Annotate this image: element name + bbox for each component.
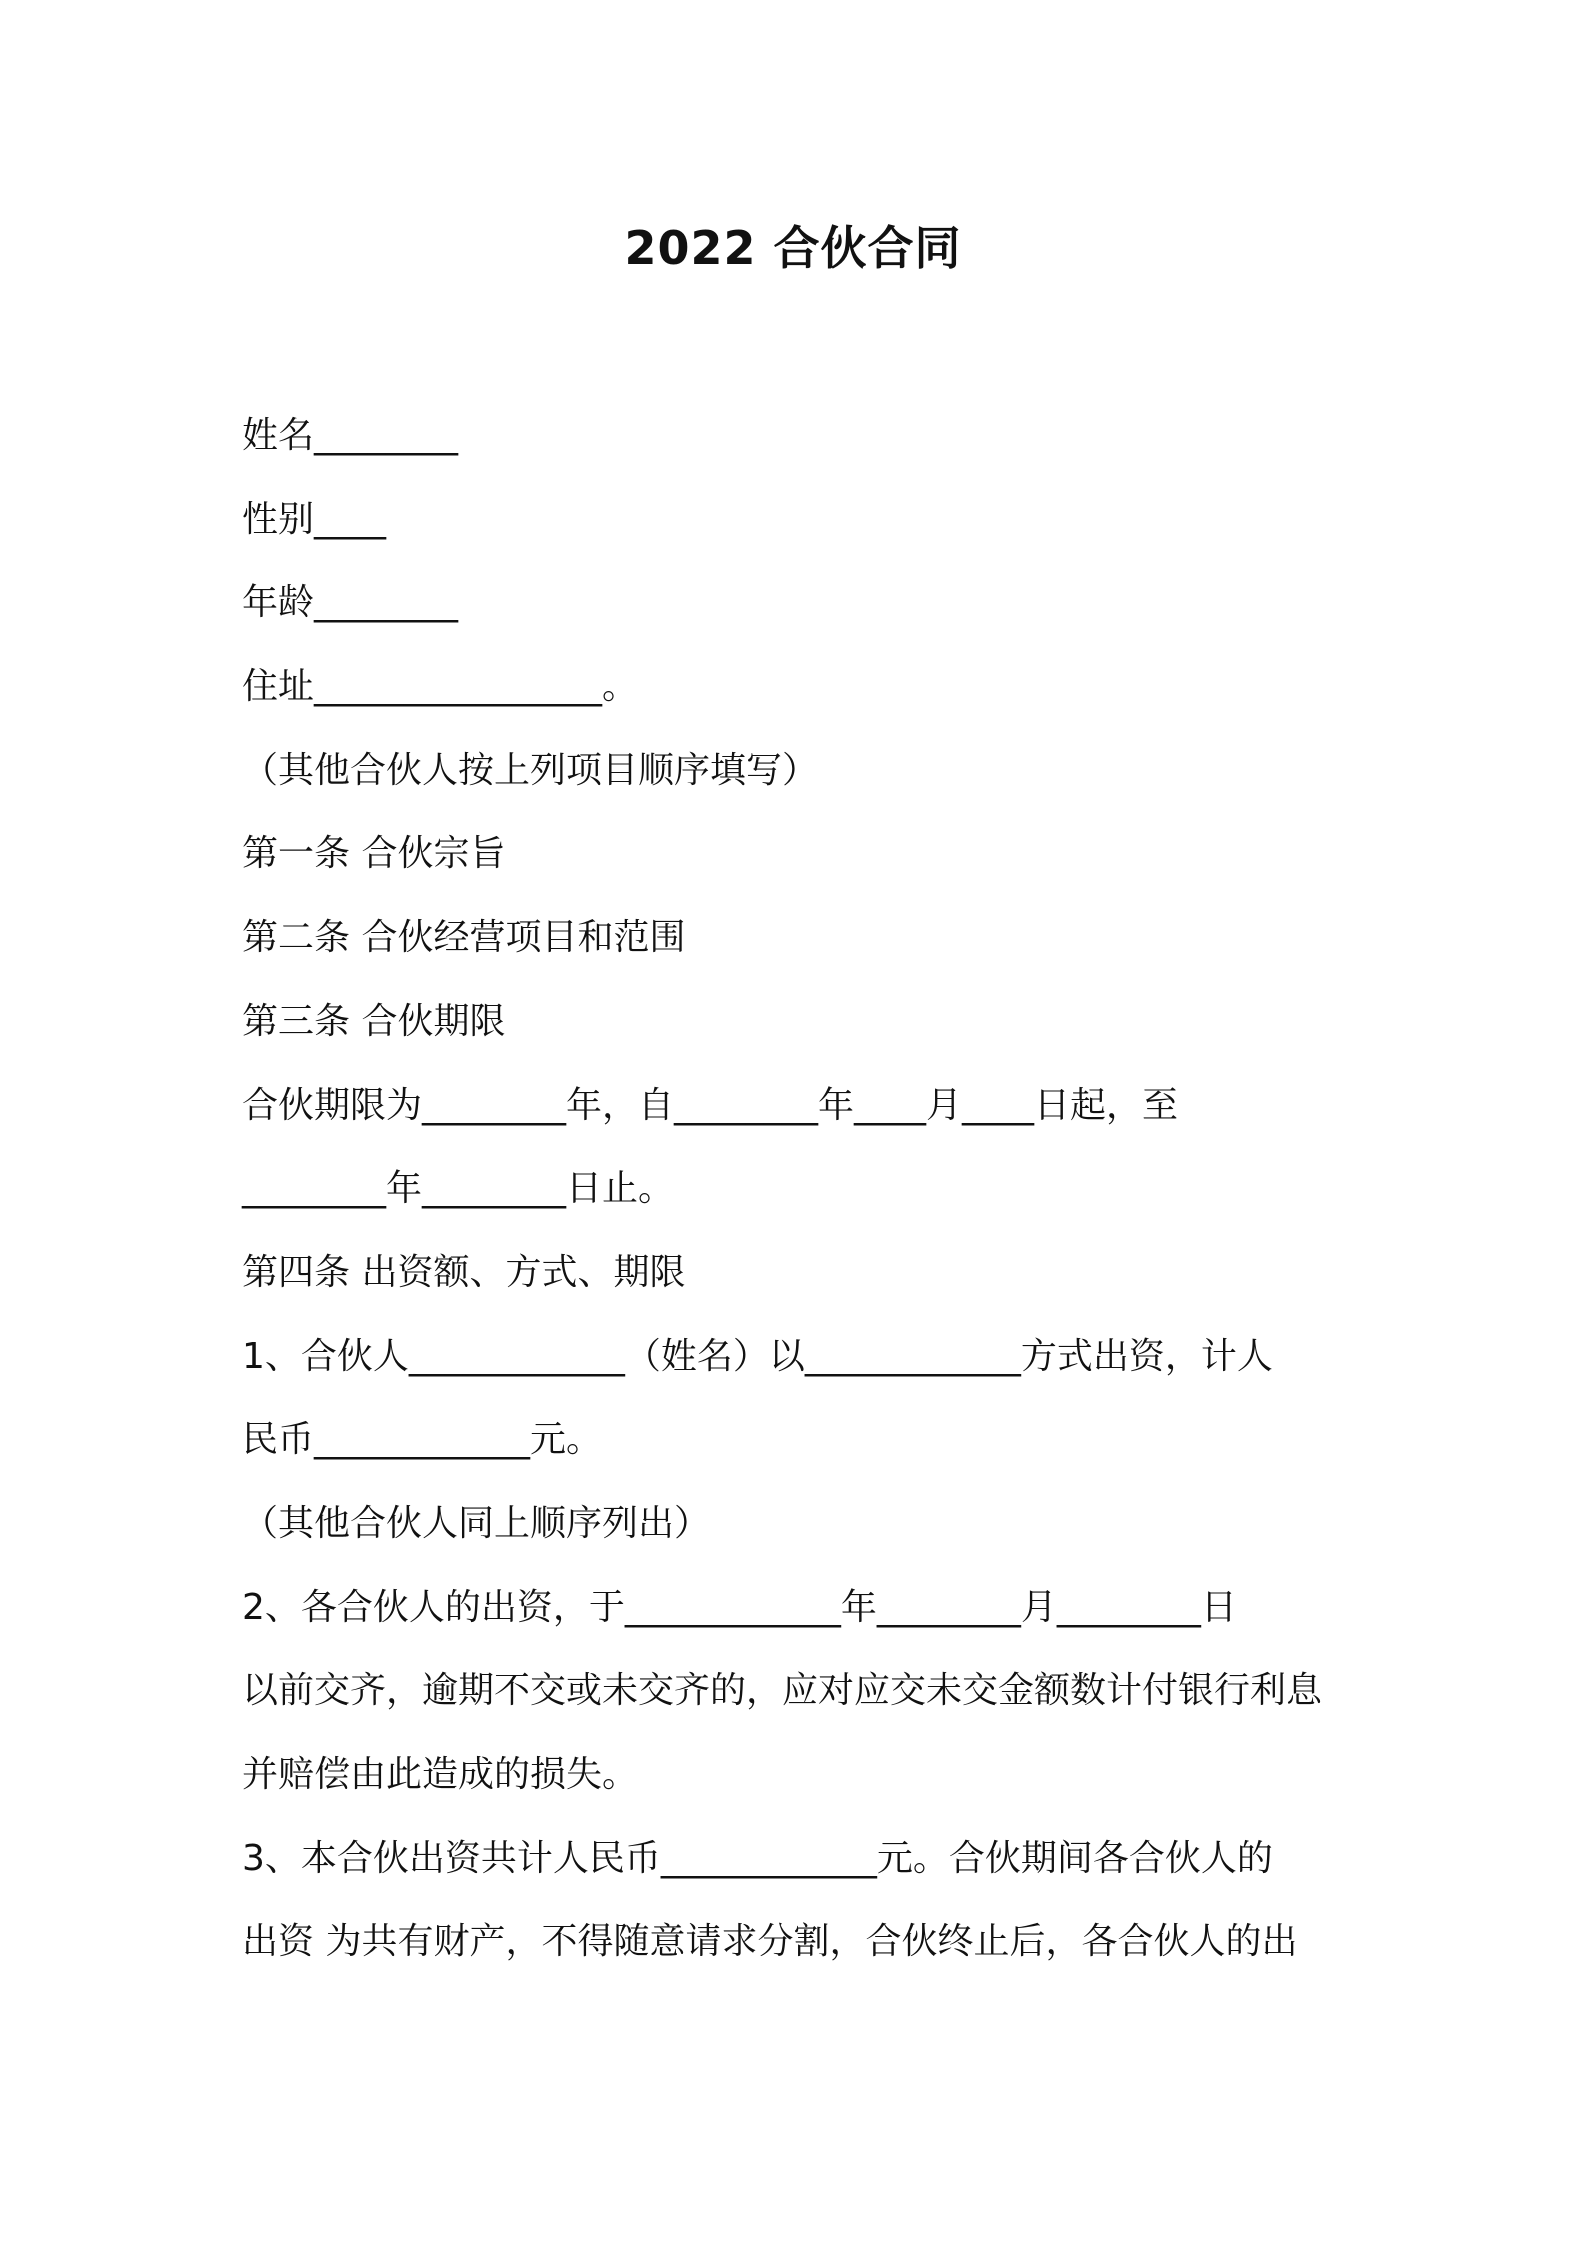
field-address: 住址________________。 — [242, 666, 639, 708]
article-4-clause-3-line-1: 3、本合伙出资共计人民币____________元。合伙期间各合伙人的 — [242, 1837, 1273, 1879]
field-gender: 性别____ — [242, 498, 387, 540]
article-4-clause-1-line-1: 1、合伙人____________（姓名）以____________方式出资，计人 — [242, 1335, 1273, 1377]
article-3-text-line-1: 合伙期限为________年，自________年____月____日起，至 — [242, 1084, 1179, 1126]
article-2-heading: 第二条 合伙经营项目和范围 — [242, 917, 686, 959]
page-title: 2022 合伙合同 — [624, 221, 962, 275]
article-1-heading: 第一条 合伙宗旨 — [242, 833, 506, 875]
article-4-clause-2-line-1: 2、各合伙人的出资，于____________年________月________日 — [242, 1586, 1237, 1628]
article-4-clause-3-line-2: 出资 为共有财产，不得随意请求分割，合伙终止后，各合伙人的出 — [242, 1921, 1298, 1963]
article-4-heading: 第四条 出资额、方式、期限 — [242, 1251, 686, 1293]
article-4-clause-2-line-3: 并赔偿由此造成的损失。 — [242, 1754, 639, 1795]
note-other-partners: （其他合伙人按上列项目顺序填写） — [242, 749, 819, 791]
field-name: 姓名________ — [242, 415, 459, 456]
article-4-clause-2-line-2: 以前交齐，逾期不交或未交齐的，应对应交未交金额数计付银行利息 — [242, 1670, 1323, 1712]
field-age: 年龄________ — [242, 582, 459, 624]
article-3-heading: 第三条 合伙期限 — [242, 1000, 506, 1042]
document-body — [242, 394, 1392, 1984]
article-4-clause-1-line-2: 民币____________元。 — [242, 1419, 603, 1461]
article-3-text-line-2: ________年________日止。 — [242, 1168, 675, 1210]
note-other-partners-order: （其他合伙人同上顺序列出） — [242, 1502, 711, 1544]
